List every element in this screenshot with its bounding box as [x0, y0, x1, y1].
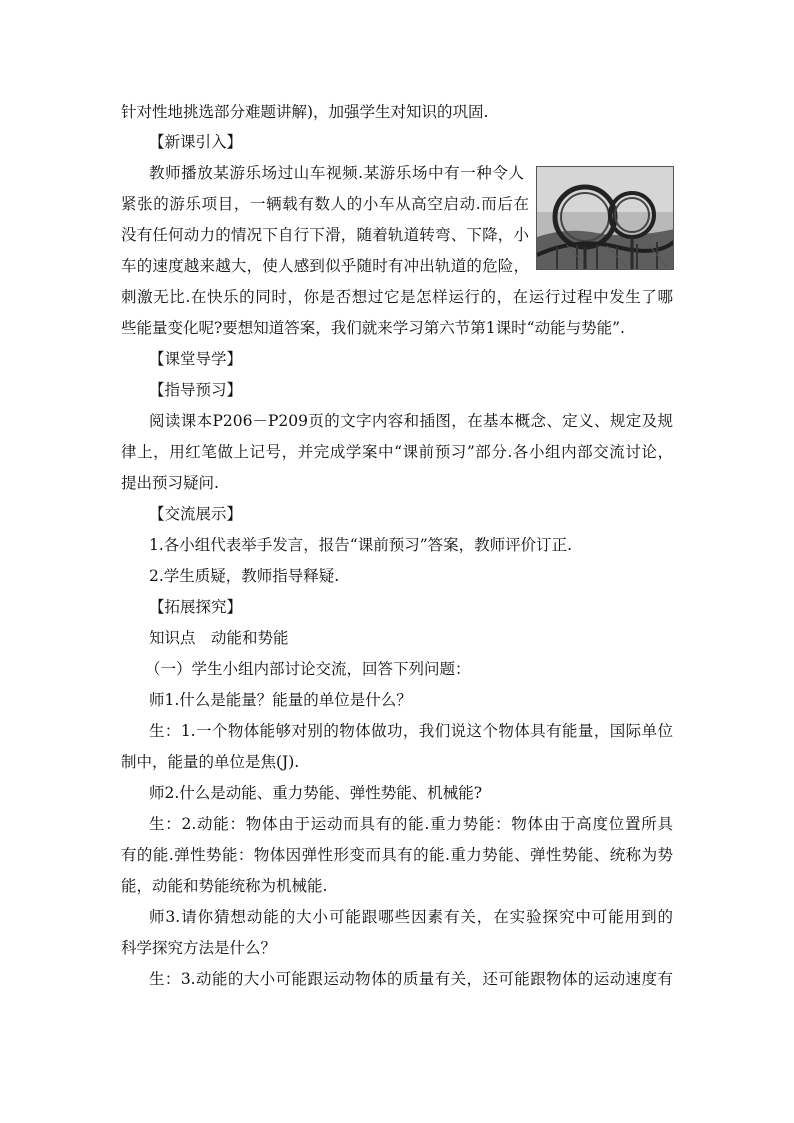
paragraph-line: 针对性地挑选部分难题讲解)，加强学生对知识的巩固.: [121, 103, 489, 121]
roller-coaster-image: [537, 167, 674, 270]
paragraph-line: 车的速度越来越大，使人感到似乎随时有冲出轨道的危险，: [121, 257, 529, 275]
paragraph-line: 没有任何动力的情况下自行下滑，随着轨道转弯、下降，小: [121, 226, 529, 244]
knowledge-point-heading: 知识点 动能和势能: [149, 629, 289, 647]
paragraph-line: 些能量变化呢?要想知道答案，我们就来学习第六节第1课时“动能与势能”.: [121, 319, 625, 337]
student-answer: 能，动能和势能统称为机械能.: [121, 877, 328, 895]
student-answer: 生：3.动能的大小可能跟运动物体的质量有关，还可能跟物体的运动速度有: [149, 970, 673, 988]
section-heading-classroom-guidance: 【课堂导学】: [149, 350, 243, 368]
teacher-question: 师3.请你猜想动能的大小可能跟哪些因素有关，在实验探究中可能用到的: [149, 908, 673, 926]
paragraph-line: 阅读课本P206－P209页的文字内容和插图，在基本概念、定义、规定及规: [149, 412, 673, 430]
teacher-question: 师1.什么是能量？能量的单位是什么？: [149, 691, 412, 709]
list-item: 1.各小组代表举手发言，报告“课前预习”答案，教师评价订正.: [149, 536, 573, 554]
subsection-heading: （一）学生小组内部讨论交流，回答下列问题：: [145, 660, 471, 678]
section-heading-new-lesson: 【新课引入】: [149, 133, 243, 151]
paragraph-line: 教师播放某游乐场过山车视频.某游乐场中有一种令人: [149, 164, 524, 182]
student-answer: 生：2.动能：物体由于运动而具有的能.重力势能：物体由于高度位置所具: [149, 815, 673, 833]
roller-coaster-photo: [536, 166, 674, 270]
teacher-question: 师2.什么是动能、重力势能、弹性势能、机械能?: [149, 784, 483, 802]
section-heading-guided-preview: 【指导预习】: [149, 381, 243, 399]
student-answer: 制中，能量的单位是焦(J).: [121, 753, 300, 771]
paragraph-line: 紧张的游乐项目，一辆载有数人的小车从高空启动.而后在: [121, 195, 529, 213]
teacher-question: 科学探究方法是什么？: [121, 939, 277, 957]
paragraph-line: 律上，用红笔做上记号，并完成学案中“课前预习”部分.各小组内部交流讨论，: [121, 443, 673, 461]
student-answer: 有的能.弹性势能：物体因弹性形变而具有的能.重力势能、弹性势能、统称为势: [121, 846, 673, 864]
section-heading-exchange-display: 【交流展示】: [149, 505, 243, 523]
paragraph-line: 提出预习疑问.: [121, 474, 219, 492]
section-heading-extended-inquiry: 【拓展探究】: [149, 598, 243, 616]
student-answer: 生：1.一个物体能够对别的物体做功，我们说这个物体具有能量，国际单位: [149, 722, 673, 740]
paragraph-line: 刺激无比.在快乐的同时，你是否想过它是怎样运行的，在运行过程中发生了哪: [121, 288, 673, 306]
list-item: 2.学生质疑，教师指导释疑.: [149, 567, 340, 585]
